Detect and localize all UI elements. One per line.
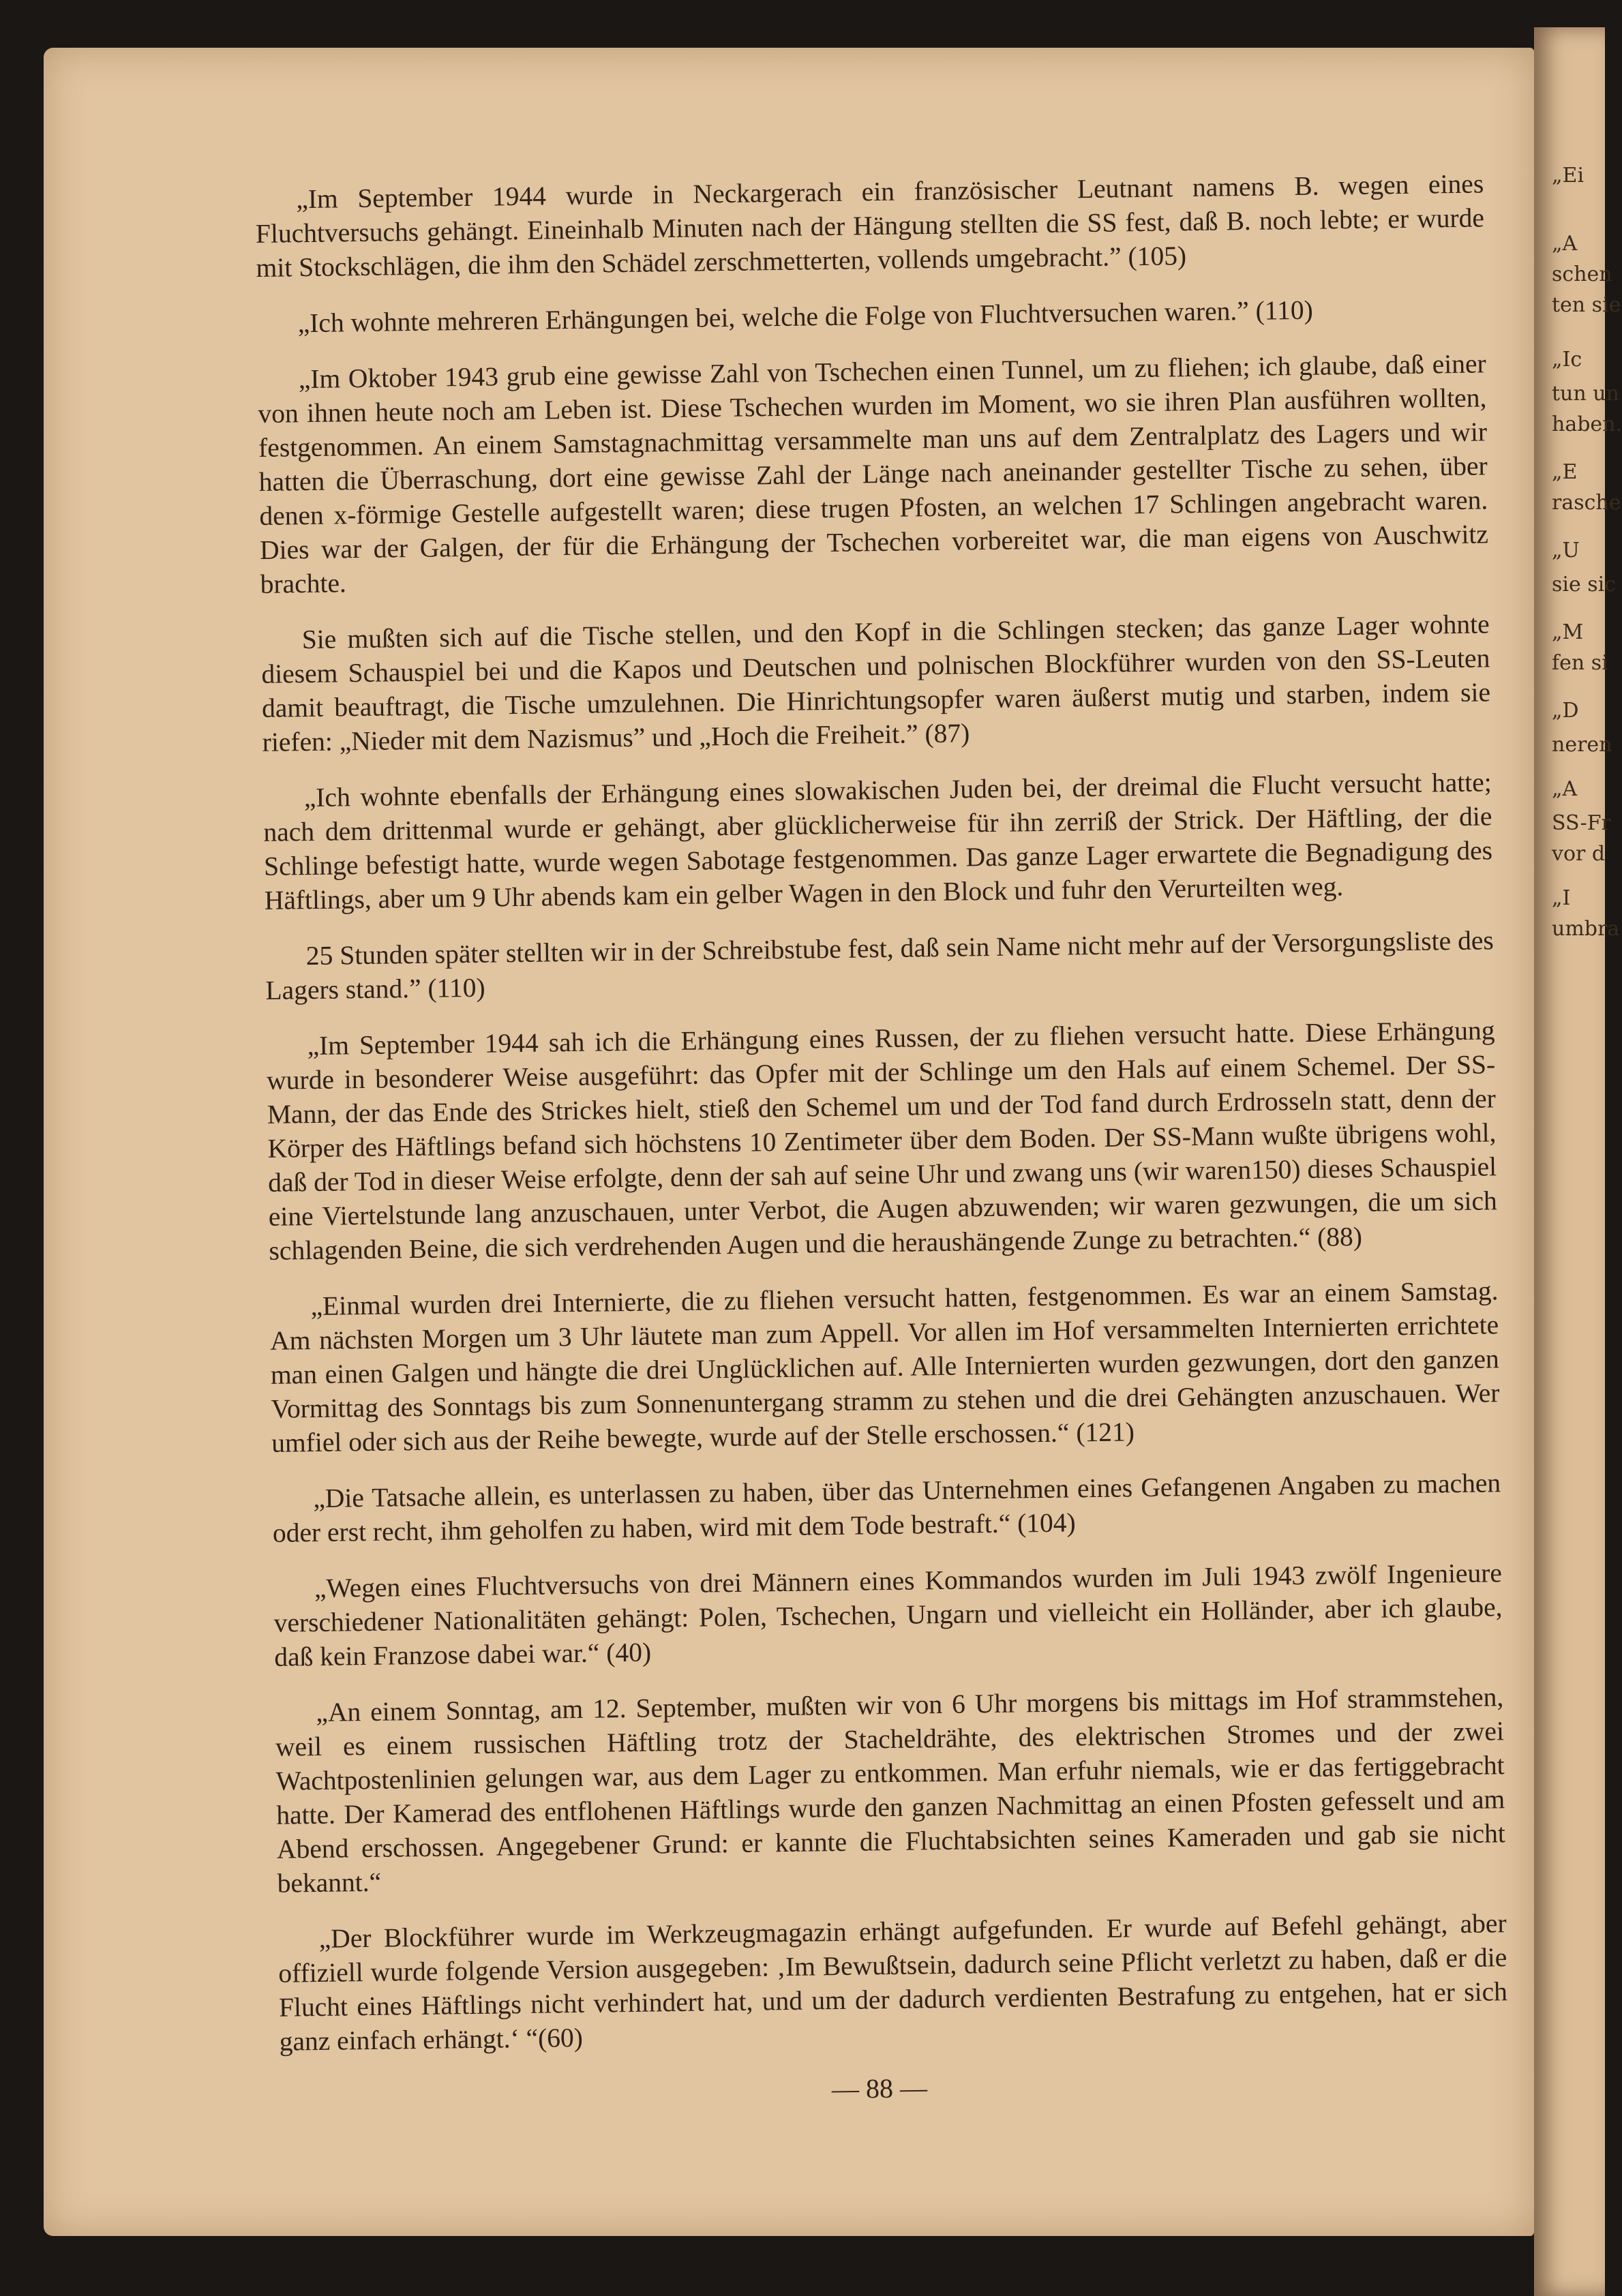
paragraph: „Im September 1944 sah ich die Erhängung eines Russen, der zu fliehen versucht hatte. Diese Erhängung wurde in besonderer Weise ausgeführt: das Opfer mit der Schlinge um den Hals auf einem Schemel. Der SS-Mann, der das Ende des Strickes hielt, stieß den Schemel um und der Tod fand durch Erdrosseln statt, denn der Körper des Häftlings befand sich höchstens 10 Zentimeter über dem Boden. Der SS-Mann wußte übrigens wohl, daß der Tod in dieser Weise erfolgte, denn der sah auf seine Uhr und zwang uns (wir waren150) dieses Schauspiel eine Viertelstunde lang anzuschauen, unter Verbot, die Augen abzuwenden; wir waren gezwungen, die um sich schlagenden Beine, die sich verdrehenden Augen und die heraushängende Zunge zu betrachten.“ (88) (266, 1015, 1497, 1266)
body-text (255, 166, 1508, 2080)
paragraph: „Ich wohnte ebenfalls der Erhängung eines slowakischen Juden bei, der dreimal die Flucht versucht hatte; nach dem drittenmal wurde er gehängt, aber glücklicherweise für ihn zerriß der Strick. Der Häftling, der die Schlinge befestigt hatte, wurde wegen Sabotage festgenommen. Das ganze Lager erwartete die Begnadigung des Häftlings, aber um 9 Uhr abends kam ein gelber Wagen in den Block und fuhr den Verurteilten weg. (263, 767, 1493, 916)
facing-fragment: „Ei (1552, 164, 1585, 187)
facing-fragment: umbra (1552, 917, 1620, 941)
paragraph: „Einmal wurden drei Internierte, die zu fliehen versucht hatten, festgenommen. Es war an einem Samstag. Am nächsten Morgen um 3 Uhr läutete man zum Appell. Vor allen im Hof versammelten Internierten errichtete man einen Galgen und hängte die drei Unglücklichen auf. Alle Internierten wurden gezwungen, dort den ganzen Vormittag des Sonntags bis zum Sonnenuntergang stramm zu stehen und die drei Gehängten anzuschauen. Wer umfiel oder sich aus der Reihe bewegte, wurde auf der Stelle erschossen.“ (121) (269, 1275, 1500, 1458)
facing-fragment: ten sie (1552, 293, 1621, 317)
facing-fragment: SS-Fr (1552, 811, 1611, 835)
paragraph: „Im Oktober 1943 grub eine gewisse Zahl von Tschechen einen Tunnel, um zu fliehen; ich glaube, daß einer von ihnen heute noch am Leben ist. Diese Tschechen wurden im Moment, wo sie ihren Plan ausführen wollten, festgenommen. An einem Samstagnachmittag versammelte man uns auf dem Zentralplatz des Lagers und wir hatten die Überraschung, dort eine gewisse Zahl der Länge nach aneinander gestellter Tische zu sehen, über denen x-förmige Gestelle aufgestellt waren; diese trugen Pfosten, an welchen 17 Schlingen angebracht waren. Dies war der Galgen, der für die Erhängung der Tschechen vorbereitet war, die man eigens von Auschwitz brachte. (258, 348, 1489, 599)
facing-fragment: rasche (1552, 491, 1621, 515)
facing-fragment: fen si (1552, 651, 1608, 675)
paragraph: „Der Blockführer wurde im Werkzeugmagazin erhängt aufgefunden. Er wurde auf Befehl gehängt, aber offiziell wurde folgende Version ausgegeben: ‚Im Bewußtsein, dadurch seine Pflicht verletzt zu haben, daß er die Flucht eines Häftlings nicht verhindert hat, und um der dadurch verdienten Bestrafung zu entgehen, hat er sich ganz einfach erhängt.‘ “(60) (278, 1908, 1508, 2057)
facing-fragment: „D (1552, 699, 1579, 723)
paragraph: „Im September 1944 wurde in Neckargerach ein französischer Leutnant namens B. wegen eines Fluchtversuchs gehängt. Eineinhalb Minuten nach der Hängung stellten die SS fest, daß B. noch lebte; er wurde mit Stockschlägen, die ihm den Schädel zerschmetterten, vollends umgebracht.” (105) (255, 168, 1485, 283)
facing-fragment: sie sic (1552, 573, 1617, 596)
facing-fragment: „U (1552, 539, 1580, 562)
facing-fragment: schen (1552, 262, 1612, 286)
facing-fragment: neren (1552, 733, 1612, 757)
facing-fragment: „A (1552, 232, 1578, 256)
paragraph: „Wegen eines Fluchtversuchs von drei Männern eines Kommandos wurden im Juli 1943 zwölf Ingenieure verschiedener Nationalitäten gehängt: Polen, Tschechen, Ungarn und vielleicht ein Holländer, aber ich glaube, daß kein Franzose dabei war.“ (40) (273, 1558, 1503, 1672)
facing-fragment: „Ic (1552, 348, 1582, 372)
facing-fragment: tun un (1552, 382, 1619, 406)
facing-fragment: „M (1552, 620, 1584, 644)
facing-page-edge (1534, 27, 1622, 2296)
facing-fragment: vor d (1552, 842, 1606, 866)
paragraph: „An einem Sonntag, am 12. September, mußten wir von 6 Uhr morgens bis mittags im Hof strammstehen, weil es einem russischen Häftling trotz der Stacheldrähte, des elektrischen Stromes und der zwei Wachtpostenlinien gelungen war, aus dem Lager zu entkommen. Man erfuhr niemals, wie er das fertiggebracht hatte. Der Kamerad des entflohenen Häftlings wurde den ganzen Nachmittag an einen Pfosten gefesselt und am Abend erschossen. Angegebener Grund: er kannte die Fluchtabsichten seines Kameraden und gab sie nicht bekannt.“ (275, 1682, 1506, 1899)
paragraph: Sie mußten sich auf die Tische stellen, und den Kopf in die Schlingen stecken; das ganze Lager wohnte diesem Schauspiel bei und die Kapos und Deutschen und polnischen Blockführer wurden von den SS-Leuten damit beauftragt, die Tische umzulehnen. Die Hinrichtungsopfer waren äußerst mutig und starben, indem sie riefen: „Nieder mit dem Nazismus” und „Hoch die Freiheit.” (87) (261, 609, 1491, 757)
facing-fragment: „E (1552, 460, 1578, 484)
paragraph: „Ich wohnte mehreren Erhängungen bei, welche die Folge von Fluchtversuchen waren.” (110) (297, 294, 1313, 339)
facing-fragment: „A (1552, 777, 1578, 801)
facing-fragment: „I (1552, 886, 1571, 910)
facing-fragment: haben. (1552, 412, 1622, 436)
paragraph: 25 Stunden später stellten wir in der Schreibstube fest, daß sein Name nicht mehr auf der Versorgungsliste des Lagers stand.” (110) (265, 925, 1494, 1006)
page-number: — 88 — (831, 2072, 928, 2104)
paragraph: „Die Tatsache allein, es unterlassen zu haben, über das Unternehmen eines Gefangenen Angaben zu machen oder erst recht, ihm geholfen zu haben, wird mit dem Tode bestraft.“ (104) (272, 1468, 1501, 1548)
